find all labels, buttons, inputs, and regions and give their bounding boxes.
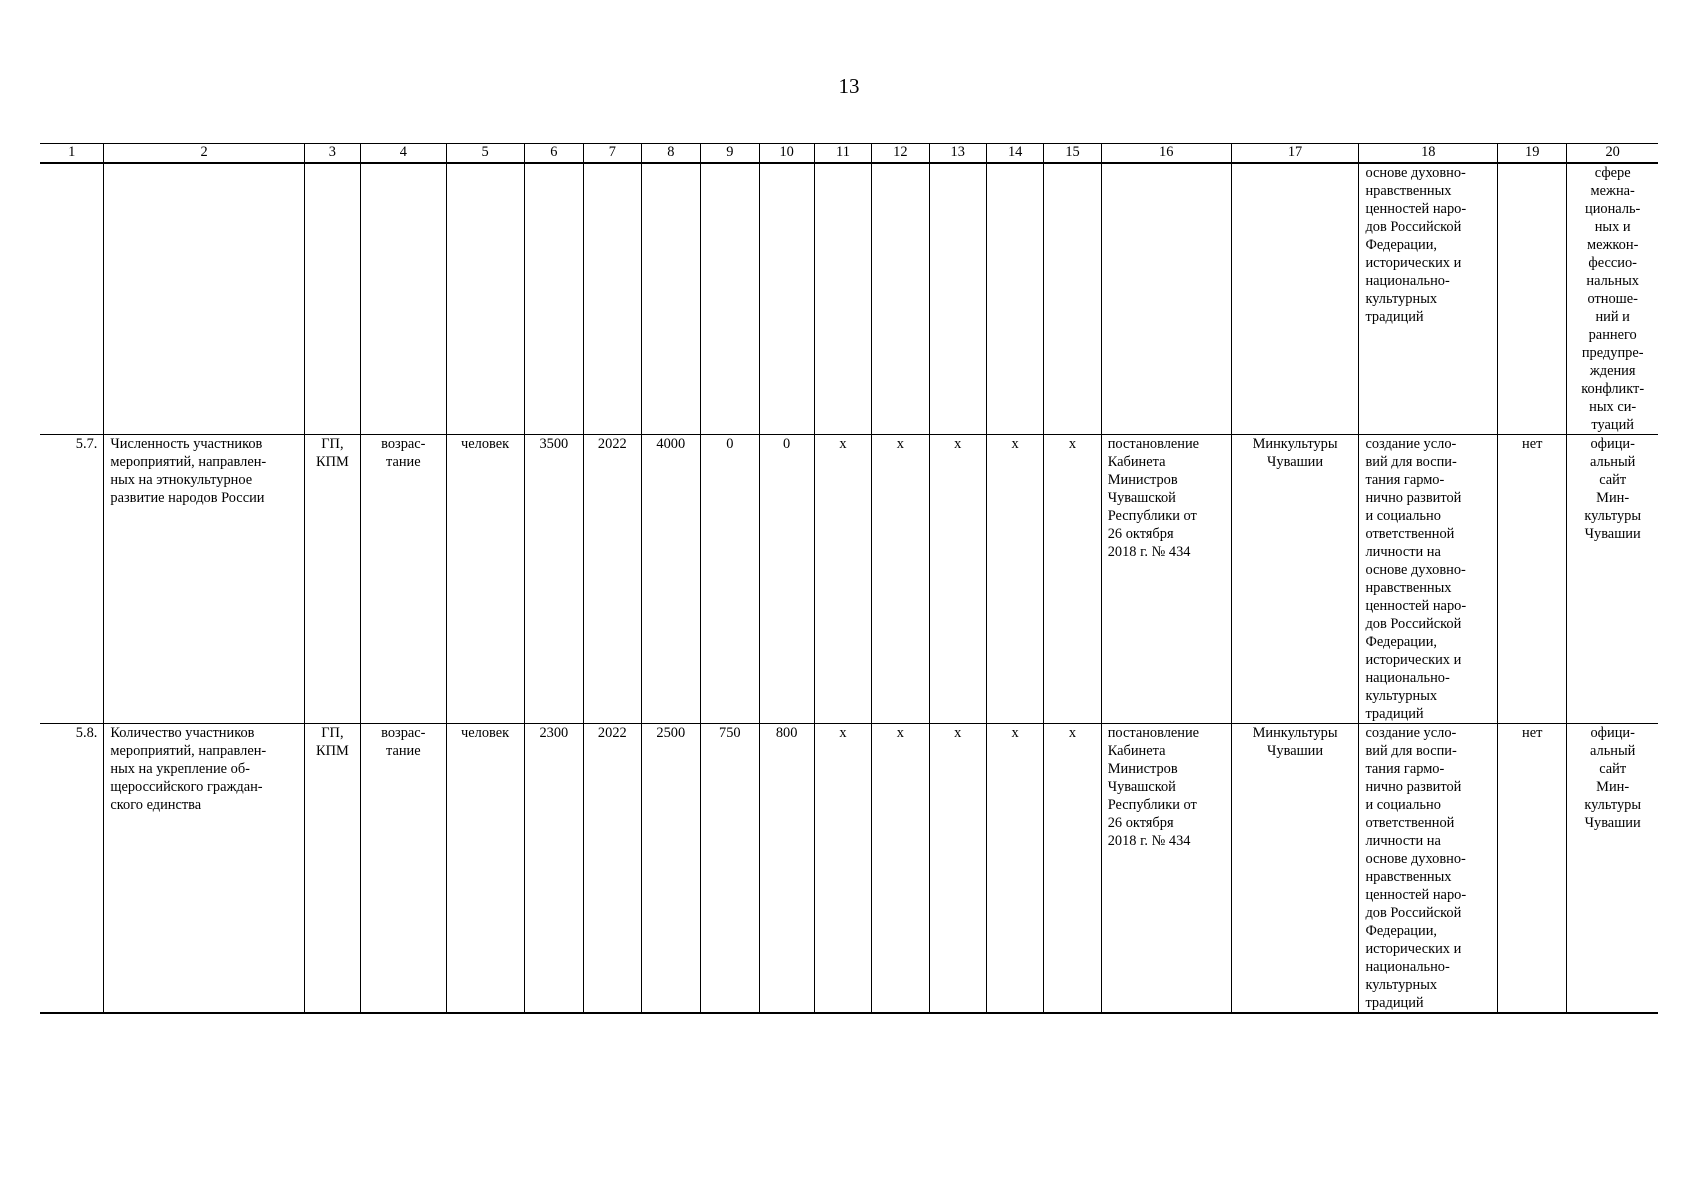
- col-header: 3: [304, 144, 360, 164]
- cell-line: мероприятий, направлен-: [110, 454, 267, 470]
- cell-line: ценностей наро-: [1365, 598, 1467, 614]
- cell-line: личности на: [1365, 833, 1441, 849]
- cell-line: и социально: [1365, 797, 1441, 813]
- cell-line: Кабинета: [1107, 454, 1166, 470]
- col-header: 15: [1044, 144, 1101, 164]
- table-cell: х: [929, 435, 986, 724]
- cell-line: ждения: [1589, 363, 1636, 379]
- table-cell: 4000: [641, 435, 701, 724]
- table-cell: х: [872, 724, 929, 1014]
- cell-line: тания гармо-: [1365, 761, 1445, 777]
- cell-line: традиций: [1365, 309, 1424, 325]
- table-cell: [446, 163, 524, 435]
- table-cell: 3500: [524, 435, 584, 724]
- table-cell: [304, 435, 360, 724]
- cell-line: КПМ: [315, 743, 349, 759]
- cell-line: мероприятий, направлен-: [110, 743, 267, 759]
- goal-cell: [1359, 163, 1498, 435]
- indicator-name: [104, 724, 304, 1014]
- table-cell: [814, 163, 871, 435]
- source-cell: [1567, 163, 1658, 435]
- page-number: 13: [838, 74, 860, 98]
- cell-line: и социально: [1365, 508, 1441, 524]
- cell-line: ний и: [1595, 309, 1630, 325]
- cell-line: исторических и: [1365, 941, 1462, 957]
- cell-line: межна-: [1590, 183, 1635, 199]
- cell-line: нравственных: [1365, 183, 1452, 199]
- cell-line: вий для воспи-: [1365, 743, 1457, 759]
- cell-line: ценностей наро-: [1365, 201, 1467, 217]
- cell-line: создание усло-: [1365, 725, 1457, 741]
- header-row: [40, 144, 1658, 164]
- table-cell: [361, 724, 447, 1014]
- cell-line: исторических и: [1365, 255, 1462, 271]
- cell-line: вий для воспи-: [1365, 454, 1457, 470]
- cell-line: культурных: [1365, 291, 1438, 307]
- table-cell: [361, 163, 447, 435]
- table-cell: 800: [759, 724, 814, 1014]
- table-cell: х: [814, 724, 871, 1014]
- col-header: 1: [40, 144, 104, 164]
- cell-line: нично развитой: [1365, 490, 1462, 506]
- cell-line: тание: [385, 743, 421, 759]
- cell-line: Федерации,: [1365, 237, 1438, 253]
- col-header: 7: [584, 144, 641, 164]
- indicators-table: [40, 143, 1658, 1014]
- table-cell: 0: [701, 435, 759, 724]
- table-cell: [524, 163, 584, 435]
- table-row-continuation: [40, 163, 1658, 435]
- col-header: 20: [1567, 144, 1658, 164]
- table-cell: [759, 163, 814, 435]
- cell-line: развитие народов России: [110, 490, 265, 506]
- cell-line: исторических и: [1365, 652, 1462, 668]
- cell-line: личности на: [1365, 544, 1441, 560]
- cell-line: Численность участников: [110, 436, 263, 452]
- cell-line: культуры: [1584, 508, 1642, 524]
- cell-line: нальных: [1586, 273, 1639, 289]
- cell-line: Чувашии: [1267, 743, 1324, 759]
- cell-line: Чувашской: [1107, 779, 1176, 795]
- cell-line: дов Российской: [1365, 219, 1462, 235]
- cell-line: циональ-: [1585, 201, 1641, 217]
- cell-line: национально-: [1365, 670, 1450, 686]
- table-cell: [641, 163, 701, 435]
- table-cell: [1231, 163, 1359, 435]
- table-cell: 2300: [524, 724, 584, 1014]
- table-cell: 2022: [584, 724, 641, 1014]
- cell-line: офици-: [1590, 725, 1635, 741]
- cell-line: Чувашии: [1584, 815, 1641, 831]
- cell-line: тание: [385, 454, 421, 470]
- cell-line: альный: [1590, 454, 1636, 470]
- cell-line: ответственной: [1365, 526, 1455, 542]
- col-header: 10: [759, 144, 814, 164]
- col-header: 2: [104, 144, 304, 164]
- table-cell: нет: [1498, 435, 1567, 724]
- cell-line: основе духовно-: [1365, 851, 1466, 867]
- cell-line: постановление: [1107, 436, 1200, 452]
- table-cell: [104, 163, 304, 435]
- table-row: [40, 435, 1658, 724]
- cell-line: ГП,: [321, 725, 344, 741]
- cell-line: Федерации,: [1365, 634, 1438, 650]
- cell-line: Минкультуры: [1252, 436, 1338, 452]
- source-cell: [1567, 435, 1658, 724]
- cell-line: культуры: [1584, 797, 1642, 813]
- cell-line: возрас-: [381, 436, 426, 452]
- cell-line: сайт: [1599, 472, 1627, 488]
- table-cell: [304, 163, 360, 435]
- cell-line: постановление: [1107, 725, 1200, 741]
- cell-line: возрас-: [381, 725, 426, 741]
- table-cell: х: [814, 435, 871, 724]
- cell-line: раннего: [1588, 327, 1637, 343]
- table-cell: [986, 163, 1043, 435]
- table-cell: х: [872, 435, 929, 724]
- cell-line: Министров: [1107, 472, 1178, 488]
- col-header: 12: [872, 144, 929, 164]
- table-cell: [1101, 163, 1231, 435]
- cell-line: КПМ: [315, 454, 349, 470]
- table-cell: 0: [759, 435, 814, 724]
- cell-line: Министров: [1107, 761, 1178, 777]
- cell-line: дов Российской: [1365, 616, 1462, 632]
- cell-line: 26 октября: [1107, 526, 1174, 542]
- col-header: 17: [1231, 144, 1359, 164]
- cell-line: ных на укрепление об-: [110, 761, 250, 777]
- row-number: 5.7.: [40, 435, 104, 724]
- document-cell: [1101, 435, 1231, 724]
- cell-line: предупре-: [1581, 345, 1644, 361]
- responsible-cell: [1231, 435, 1359, 724]
- col-header: 11: [814, 144, 871, 164]
- table-cell: х: [986, 724, 1043, 1014]
- cell-line: дов Российской: [1365, 905, 1462, 921]
- goal-cell: [1359, 724, 1498, 1014]
- col-header: 18: [1359, 144, 1498, 164]
- indicator-name: [104, 435, 304, 724]
- row-number: 5.8.: [40, 724, 104, 1014]
- cell-line: нравственных: [1365, 580, 1452, 596]
- cell-line: ных и: [1594, 219, 1631, 235]
- table-cell: [304, 724, 360, 1014]
- col-header: 4: [361, 144, 447, 164]
- cell-line: Чувашской: [1107, 490, 1176, 506]
- cell-line: культурных: [1365, 688, 1438, 704]
- cell-line: Минкультуры: [1252, 725, 1338, 741]
- cell-line: Чувашии: [1267, 454, 1324, 470]
- cell-line: традиций: [1365, 995, 1424, 1011]
- table-cell: [701, 163, 759, 435]
- col-header: 9: [701, 144, 759, 164]
- cell-line: Мин-: [1596, 490, 1630, 506]
- cell-line: Количество участников: [110, 725, 255, 741]
- cell-line: офици-: [1590, 436, 1635, 452]
- table-cell: [361, 435, 447, 724]
- cell-line: конфликт-: [1581, 381, 1645, 397]
- cell-line: 2018 г. № 434: [1107, 833, 1191, 849]
- cell-line: фессио-: [1588, 255, 1637, 271]
- table-row: [40, 724, 1658, 1014]
- cell-line: Кабинета: [1107, 743, 1166, 759]
- source-cell: [1567, 724, 1658, 1014]
- cell-line: межкон-: [1586, 237, 1639, 253]
- document-cell: [1101, 724, 1231, 1014]
- cell-line: ГП,: [321, 436, 344, 452]
- cell-line: 26 октября: [1107, 815, 1174, 831]
- cell-line: ответственной: [1365, 815, 1455, 831]
- cell-line: Республики от: [1107, 797, 1197, 813]
- cell-line: ных си-: [1589, 399, 1637, 415]
- table-cell: [872, 163, 929, 435]
- table-cell: х: [1044, 724, 1101, 1014]
- unit-cell: человек: [446, 435, 524, 724]
- goal-cell: [1359, 435, 1498, 724]
- cell-line: культурных: [1365, 977, 1438, 993]
- cell-line: сфере: [1594, 165, 1631, 181]
- cell-line: тания гармо-: [1365, 472, 1445, 488]
- cell-line: создание усло-: [1365, 436, 1457, 452]
- cell-line: Федерации,: [1365, 923, 1438, 939]
- cell-line: ценностей наро-: [1365, 887, 1467, 903]
- cell-line: щероссийского граждан-: [110, 779, 263, 795]
- cell-line: национально-: [1365, 273, 1450, 289]
- table-cell: 2500: [641, 724, 701, 1014]
- table-cell: нет: [1498, 724, 1567, 1014]
- table-cell: [40, 163, 104, 435]
- cell-line: основе духовно-: [1365, 562, 1466, 578]
- responsible-cell: [1231, 724, 1359, 1014]
- col-header: 19: [1498, 144, 1567, 164]
- table-cell: [1498, 163, 1567, 435]
- cell-line: национально-: [1365, 959, 1450, 975]
- cell-line: Республики от: [1107, 508, 1197, 524]
- col-header: 8: [641, 144, 701, 164]
- table-cell: х: [986, 435, 1043, 724]
- table-cell: 750: [701, 724, 759, 1014]
- cell-line: альный: [1590, 743, 1636, 759]
- table-cell: [929, 163, 986, 435]
- col-header: 14: [986, 144, 1043, 164]
- cell-line: нично развитой: [1365, 779, 1462, 795]
- cell-line: отноше-: [1587, 291, 1638, 307]
- cell-line: традиций: [1365, 706, 1424, 722]
- cell-line: нравственных: [1365, 869, 1452, 885]
- col-header: 13: [929, 144, 986, 164]
- cell-line: ского единства: [110, 797, 202, 813]
- cell-line: основе духовно-: [1365, 165, 1466, 181]
- table-cell: 2022: [584, 435, 641, 724]
- cell-line: Мин-: [1596, 779, 1630, 795]
- table-cell: х: [1044, 435, 1101, 724]
- col-header: 5: [446, 144, 524, 164]
- cell-line: Чувашии: [1584, 526, 1641, 542]
- col-header: 6: [524, 144, 584, 164]
- cell-line: ных на этнокультурное: [110, 472, 253, 488]
- table-cell: [1044, 163, 1101, 435]
- cell-line: туаций: [1591, 417, 1634, 433]
- col-header: 16: [1101, 144, 1231, 164]
- cell-line: 2018 г. № 434: [1107, 544, 1191, 560]
- unit-cell: человек: [446, 724, 524, 1014]
- cell-line: сайт: [1599, 761, 1627, 777]
- table-cell: х: [929, 724, 986, 1014]
- table-cell: [584, 163, 641, 435]
